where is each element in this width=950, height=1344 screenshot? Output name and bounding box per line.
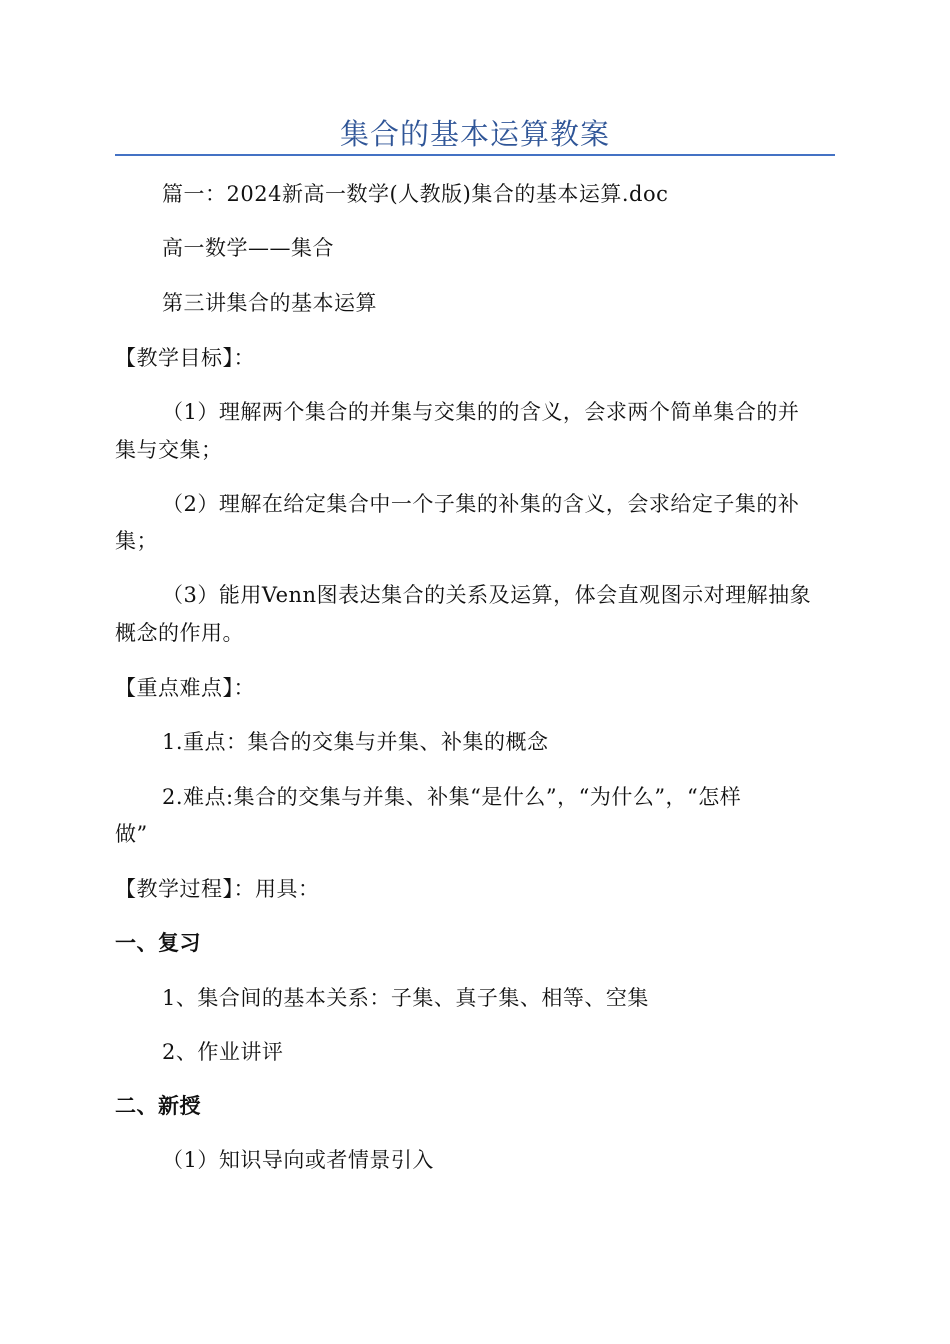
- paragraph-subject: 高一数学——集合: [162, 236, 334, 260]
- heading-teaching-goals: 【教学目标】：: [115, 346, 255, 370]
- section-review-heading: 一、复习: [115, 930, 201, 955]
- goal-1-line-1: （1）理解两个集合的并集与交集的的含义，会求两个简单集合的并: [162, 400, 800, 424]
- review-item-2: 2、作业讲评: [162, 1040, 284, 1064]
- title-underline: [115, 154, 835, 156]
- document-title: 集合的基本运算教案: [339, 117, 610, 151]
- paragraph-lecture: 第三讲集合的基本运算: [162, 291, 377, 315]
- key-point-2-line-1: 2.难点:集合的交集与并集、补集“是什么”，“为什么”，“怎样: [162, 785, 742, 809]
- goal-2-line-2: 集；: [115, 529, 158, 553]
- goal-3-line-2: 概念的作用。: [115, 621, 244, 645]
- goal-2-line-1: （2）理解在给定集合中一个子集的补集的含义，会求给定子集的补: [162, 492, 800, 516]
- key-point-2-line-2: 做”: [115, 822, 148, 846]
- section-new-lesson-heading: 二、新授: [115, 1093, 201, 1118]
- goal-1-line-2: 集与交集；: [115, 438, 223, 462]
- goal-3-line-1: （3）能用Venn图表达集合的关系及运算，体会直观图示对理解抽象: [162, 583, 812, 607]
- heading-key-points: 【重点难点】：: [115, 676, 255, 700]
- review-item-1: 1、集合间的基本关系：子集、真子集、相等、空集: [162, 986, 649, 1010]
- paragraph-source: 篇一：2024新高一数学(人教版)集合的基本运算.doc: [162, 182, 669, 206]
- new-lesson-item-1: （1）知识导向或者情景引入: [162, 1148, 434, 1172]
- heading-teaching-process: 【教学过程】：用具：: [115, 877, 320, 901]
- key-point-1: 1.重点：集合的交集与并集、补集的概念: [162, 730, 549, 754]
